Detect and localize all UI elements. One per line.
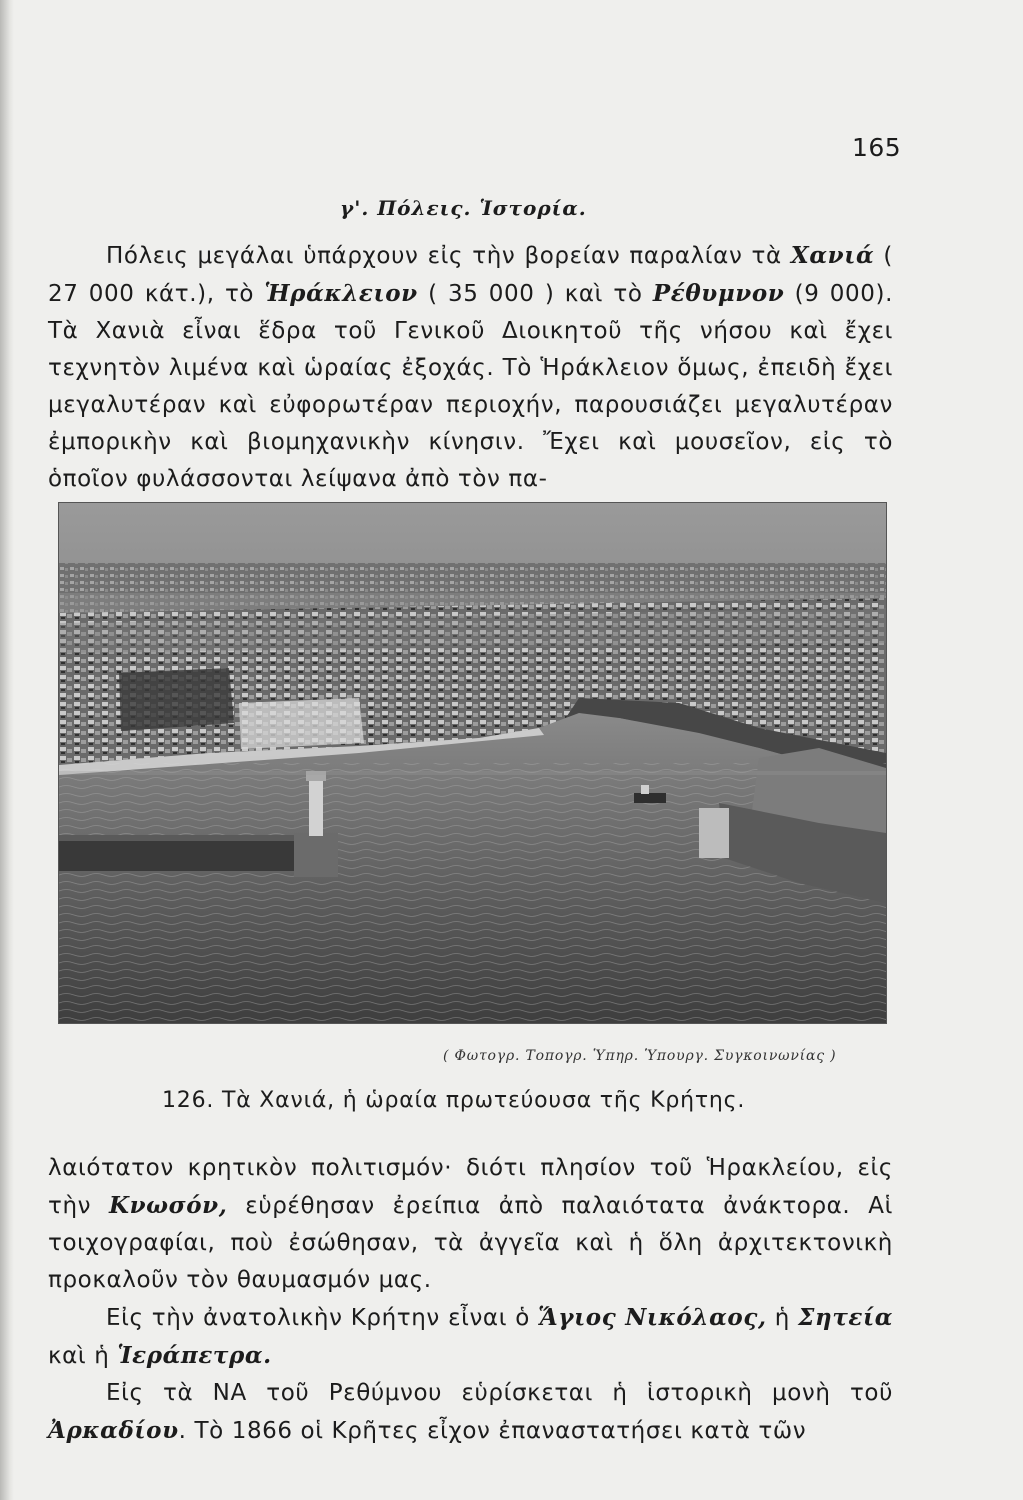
paragraph-text: (9 000). Τὰ Χανιὰ εἶναι ἕδρα τοῦ Γενικοῦ Διοικητοῦ τῆς νήσου καὶ ἔχει τεχνητὸν λιμένα καὶ ὡραίας ἐξοχάς. Τὸ Ἡράκλειον ὅμως, ἐπειδὴ ἔχει μεγαλυτέραν καὶ εὐφορωτέραν περιοχήν, παρουσιάζει μεγαλυτέραν ἐμπορικὴν καὶ βιομηχανικὴν κίνησιν. Ἔχει καὶ μουσεῖον, εἰς τὸ ὁποῖον φυλάσσονται λείψανα ἀπὸ τὸν πα- bbox=[48, 281, 893, 492]
text-block-top bbox=[48, 237, 893, 498]
paragraph-text: ( 27 000 κάτ.), τὸ bbox=[48, 243, 893, 307]
paragraph-text: ( 35 000 ) καὶ τὸ bbox=[417, 281, 653, 307]
paragraph-text: καὶ ἡ bbox=[48, 1343, 118, 1369]
paragraph-text: . Τὸ 1866 οἱ Κρῆτες εἶχον ἐπαναστατήσει κατὰ τῶν bbox=[178, 1418, 807, 1444]
paragraph-text: Εἰς τὰ ΝΑ τοῦ Ρεθύμνου εὑρίσκεται ἡ ἱστορικὴ μονὴ τοῦ bbox=[106, 1380, 893, 1406]
place-name-arkadi: Ἀρκαδίου bbox=[48, 1417, 179, 1444]
place-name-heraklion: Ἡράκλειον bbox=[264, 280, 418, 307]
paragraph-arkadi bbox=[48, 1375, 893, 1450]
place-name-ierapetra: Ἱεράπετρα. bbox=[117, 1342, 272, 1369]
paragraph-cities bbox=[48, 237, 893, 498]
paragraph-text: ἡ bbox=[766, 1305, 799, 1331]
paragraph-text: λαιότατον κρητικὸν πολιτισμόν· διότι πλησίον τοῦ Ἡρακλείου, εἰς τὴν bbox=[48, 1155, 893, 1219]
paragraph-text: Πόλεις μεγάλαι ὑπάρχουν εἰς τὴν βορείαν παραλίαν τὰ bbox=[106, 243, 791, 269]
paragraph-knossos bbox=[48, 1150, 893, 1299]
place-name-chania: Χανιά bbox=[790, 242, 875, 269]
place-name-knossos: Κνωσόν, bbox=[109, 1192, 228, 1219]
figure-caption: 126. Τὰ Χανιά, ἡ ὡραία πρωτεύουσα τῆς Κρήτης. bbox=[162, 1088, 746, 1113]
paragraph-text: Εἰς τὴν ἀνατολικὴν Κρήτην εἶναι ὁ bbox=[106, 1305, 539, 1331]
section-heading: γ'. Πόλεις. Ἱστορία. bbox=[340, 196, 587, 220]
page-number: 165 bbox=[852, 133, 902, 162]
chania-harbor-illustration bbox=[59, 503, 886, 1023]
harbor-photo bbox=[58, 502, 887, 1024]
place-name-siteia: Σητεία bbox=[798, 1304, 894, 1331]
place-name-rethymno: Ρέθυμνον bbox=[652, 280, 785, 307]
photo-credit: ( Φωτογρ. Τοπογρ. Ὑπηρ. Ὑπουργ. Συγκοινωνίας ) bbox=[443, 1048, 837, 1064]
page-edge-shadow bbox=[0, 0, 14, 1500]
place-name-agios-nikolaos: Ἅγιος Νικόλαος, bbox=[538, 1304, 767, 1331]
text-block-bottom bbox=[48, 1150, 893, 1450]
paragraph-east-crete bbox=[48, 1299, 893, 1375]
paragraph-text: εὑρέθησαν ἐρείπια ἀπὸ παλαιότατα ἀνάκτορα. Αἱ τοιχογραφίαι, ποὺ ἐσώθησαν, τὰ ἀγγεῖα καὶ ἡ ὅλη ἀρχιτεκτονικὴ προκαλοῦν τὸν θαυμασμόν μας. bbox=[48, 1193, 893, 1293]
